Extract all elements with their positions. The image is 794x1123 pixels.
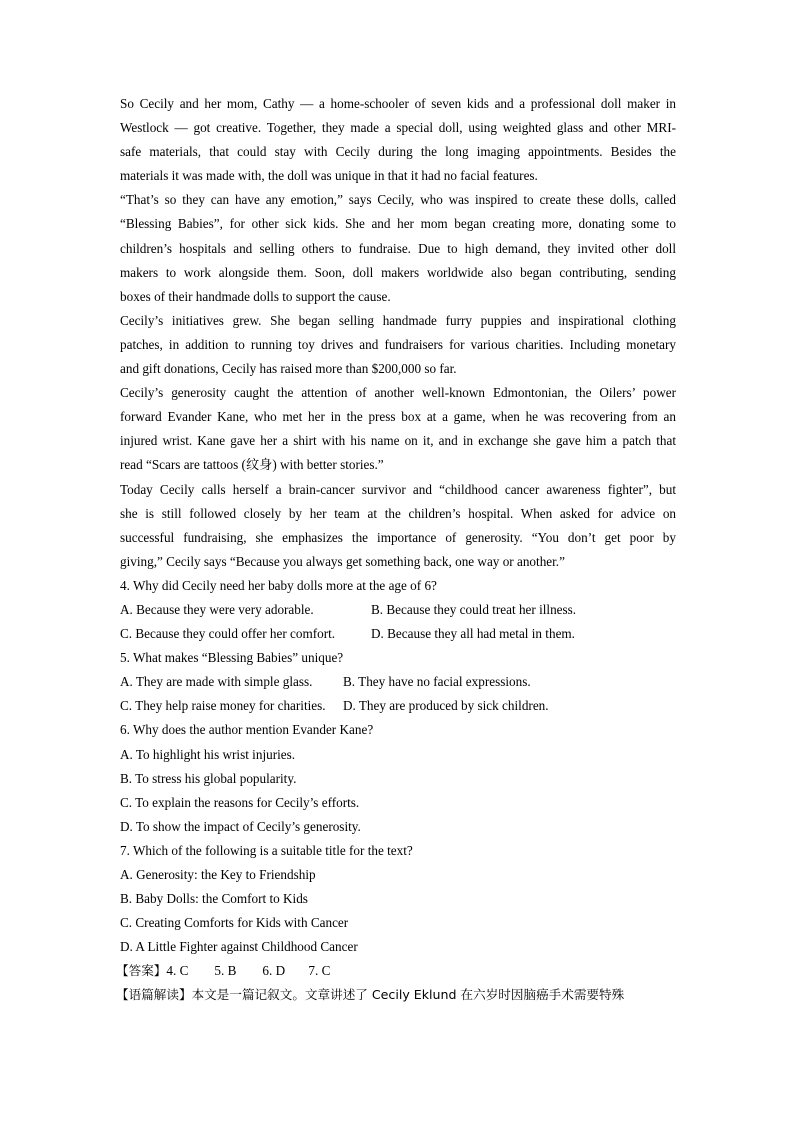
answer-item: 6. D [262, 963, 286, 979]
passage-paragraph-3 [120, 309, 676, 381]
option-b: B. They have no facial expressions. [343, 674, 531, 690]
text-line: Cecily’s generosity caught the attention of another well-known Edmontonian, the Oilers’ power [120, 385, 676, 401]
option-d: D. To show the impact of Cecily’s generosity. [120, 818, 361, 834]
text-line: “That’s so they can have any emotion,” says Cecily, who was inspired to create these dolls, called [120, 192, 676, 208]
option-d: D. A Little Fighter against Childhood Cancer [120, 939, 358, 955]
text-line: So Cecily and her mom, Cathy — a home-schooler of seven kids and a professional doll maker in [120, 96, 676, 111]
text-line: “Blessing Babies”, for other sick kids. She and her mom began creating more, donating some to [120, 216, 676, 232]
text-line: Today Cecily calls herself a brain-cancer survivor and “childhood cancer awareness fighter”, but [120, 481, 676, 497]
text-line: successful fundraising, she emphasizes the importance of generosity. “You don’t get poor by [120, 529, 676, 545]
text-line: giving,” Cecily says “Because you always get something back, one way or another.” [120, 553, 565, 569]
text-line: Westlock — got creative. Together, they made a special doll, using weighted glass and other MRI- [120, 120, 676, 136]
document-body [116, 92, 676, 1008]
answer-item: 4. C [166, 963, 189, 979]
analysis-text: 本文是一篇记叙文。文章讲述了 Cecily Eklund 在六岁时因脑癌手术需要特殊 [191, 987, 625, 1003]
passage-paragraph-2 [120, 188, 676, 308]
passage-paragraph-4 [120, 381, 676, 477]
option-b: B. To stress his global popularity. [120, 770, 297, 786]
option-a: A. Generosity: the Key to Friendship [120, 867, 316, 882]
option-a: A. Because they were very adorable. [120, 601, 314, 617]
text-line: safe materials, that could stay with Cecily during the long imaging appointments. Besides the [120, 144, 676, 160]
option-c: C. Creating Comforts for Kids with Cancer [120, 915, 349, 931]
question-4 [120, 574, 676, 646]
text-line: children’s hospitals and selling others to fundraise. Due to high demand, they invited other doll [120, 240, 676, 256]
option-c: C. Because they could offer her comfort. [120, 626, 336, 642]
text-line: injured wrist. Kane gave her a shirt with his name on it, and in exchange she gave him a patch that [120, 433, 676, 449]
answer-item: 5. B [214, 963, 237, 979]
question-stem: 6. Why does the author mention Evander Kane? [120, 722, 374, 738]
option-b: B. Baby Dolls: the Comfort to Kids [120, 891, 308, 907]
option-a: A. To highlight his wrist injuries. [120, 746, 296, 762]
option-b: B. Because they could treat her illness. [371, 601, 577, 617]
text-line: read “Scars are tattoos (纹身) with better stories.” [120, 457, 384, 473]
answer-item: 7. C [308, 963, 331, 979]
question-5 [120, 646, 676, 718]
text-line: materials it was made with, the doll was unique in that it had no facial features. [120, 168, 538, 184]
option-c: C. To explain the reasons for Cecily’s efforts. [120, 794, 360, 810]
text-line: patches, in addition to running toy drives and fundraisers for various charities. Including monetary [120, 336, 676, 352]
option-d: D. They are produced by sick children. [343, 698, 549, 714]
text-line: forward Evander Kane, who met her in the press box at a game, when he was recovering from an [120, 409, 676, 425]
passage-analysis [116, 983, 676, 1007]
passage-paragraph-5 [120, 478, 676, 574]
option-d: D. Because they all had metal in them. [371, 626, 575, 642]
option-c: C. They help raise money for charities. [120, 698, 326, 714]
question-6 [120, 718, 676, 838]
analysis-label: 【语篇解读】 [116, 987, 192, 1003]
question-stem: 4. Why did Cecily need her baby dolls more at the age of 6? [120, 577, 437, 593]
text-line: makers to work alongside them. Soon, doll makers worldwide also began contributing, sending [120, 264, 676, 280]
question-stem: 5. What makes “Blessing Babies” unique? [120, 650, 344, 666]
passage-paragraph-1 [120, 92, 676, 188]
text-line: and gift donations, Cecily has raised more than $200,000 so far. [120, 361, 457, 377]
question-stem: 7. Which of the following is a suitable title for the text? [120, 842, 413, 858]
text-line: Cecily’s initiatives grew. She began selling handmade furry puppies and inspirational clothing [120, 312, 676, 328]
text-line: boxes of their handmade dolls to support the cause. [120, 288, 391, 304]
question-7 [120, 839, 676, 959]
option-a: A. They are made with simple glass. [120, 674, 313, 690]
answer-key [116, 959, 676, 983]
text-line: she is still followed closely by her team at the children’s hospital. When asked for advice on [120, 505, 676, 521]
answer-label: 【答案】 [116, 963, 167, 979]
